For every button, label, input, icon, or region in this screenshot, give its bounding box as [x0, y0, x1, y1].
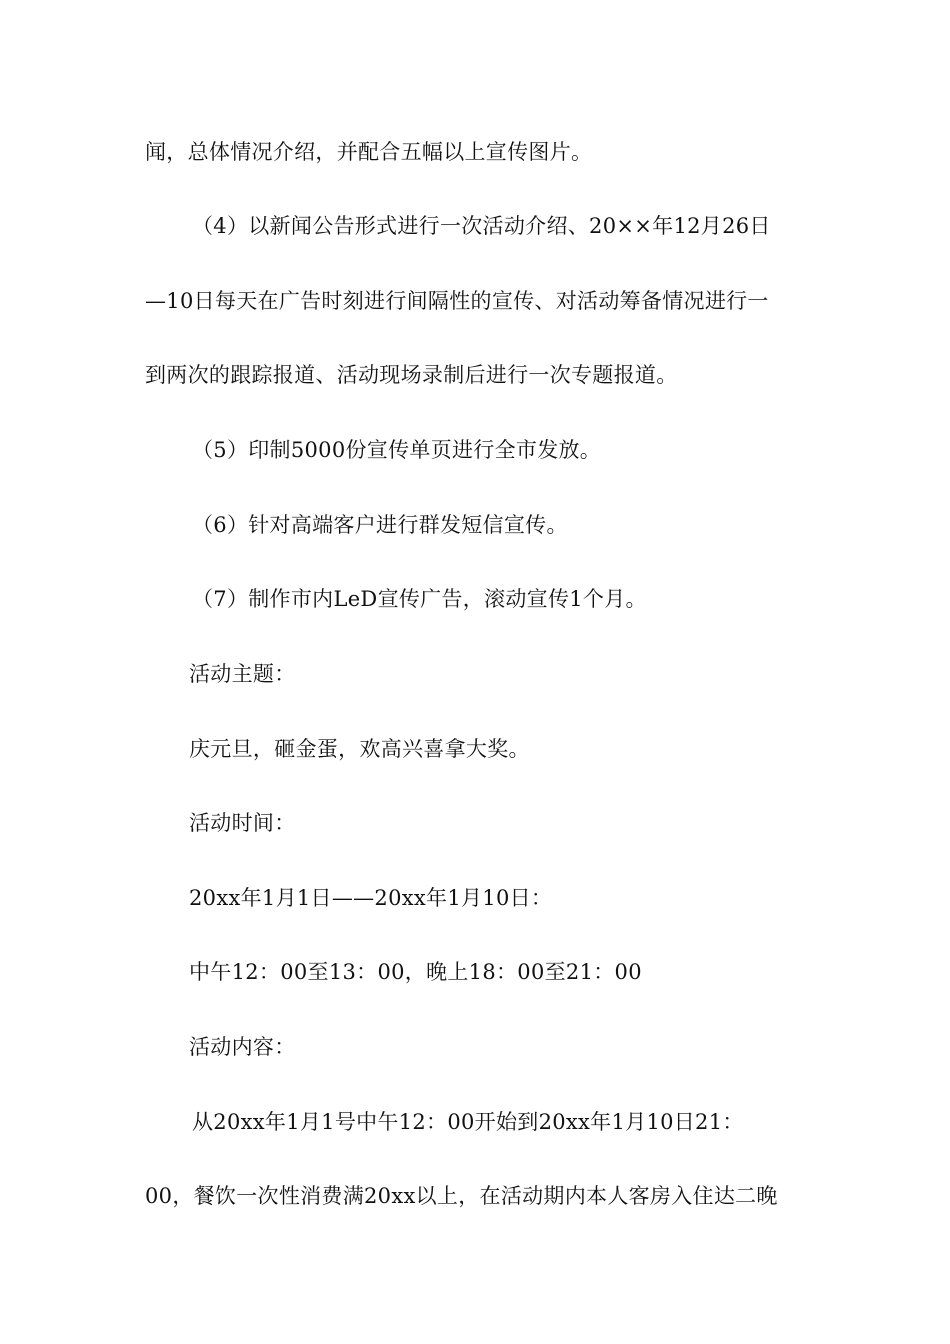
- text-line-3: —10日每天在广告时刻进行间隔性的宣传、对活动筹备情况进行一: [145, 289, 769, 313]
- text-line-content-2: 00，餐饮一次性消费满20xx以上，在活动期内本人客房入住达二晚: [145, 1184, 778, 1208]
- text-line-4: 到两次的跟踪报道、活动现场录制后进行一次专题报道。: [145, 363, 678, 387]
- text-line-5: （5）印制5000份宣传单页进行全市发放。: [192, 438, 602, 462]
- text-line-date-range: 20xx年1月1日——20xx年1月10日：: [189, 886, 553, 910]
- section-heading-content: 活动内容：: [189, 1035, 296, 1059]
- text-line-time-range: 中午12：00至13：00，晚上18：00至21：00: [189, 960, 642, 984]
- section-heading-time: 活动时间：: [189, 811, 296, 835]
- text-line-2: （4）以新闻公告形式进行一次活动介绍、20××年12月26日: [192, 214, 771, 238]
- text-line-content-1: 从20xx年1月1号中午12：00开始到20xx年1月10日21：: [192, 1110, 744, 1134]
- text-line-1: 闻，总体情况介绍，并配合五幅以上宣传图片。: [145, 140, 593, 164]
- text-line-theme: 庆元旦，砸金蛋，欢高兴喜拿大奖。: [189, 737, 530, 761]
- text-line-6: （6）针对高端客户进行群发短信宣传。: [192, 513, 568, 537]
- section-heading-theme: 活动主题：: [189, 662, 296, 686]
- text-line-7: （7）制作市内LeD宣传广告，滚动宣传1个月。: [192, 587, 647, 611]
